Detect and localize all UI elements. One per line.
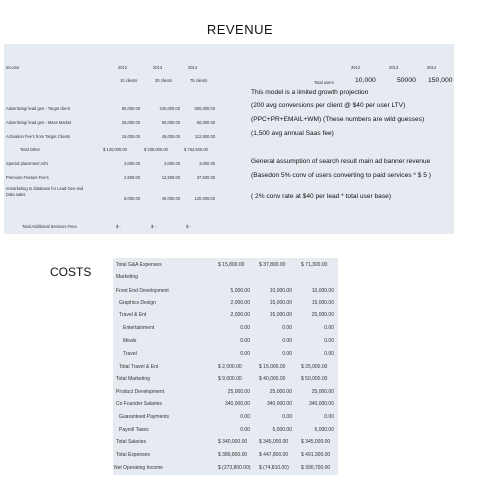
note-growth-projection: This model is a limited growth projection bbox=[251, 89, 369, 96]
revenue-row-label: Special placement Ad's bbox=[6, 161, 49, 166]
revenue-title: REVENUE bbox=[206, 22, 274, 37]
cost-row-label: Product Development bbox=[116, 389, 165, 395]
cost-row-label: Payroll Taxes bbox=[119, 427, 149, 433]
users-year-2012: 2012 bbox=[351, 65, 361, 70]
cost-cell: 0.00 bbox=[240, 325, 250, 331]
cost-cell: $ (74,810.00) bbox=[259, 465, 289, 471]
cost-cell: $ 340,000.00 bbox=[218, 439, 248, 445]
cost-cell: 0.00 bbox=[324, 338, 334, 344]
cost-cell: 25,000.00 bbox=[269, 389, 292, 395]
costs-title: COSTS bbox=[50, 265, 92, 279]
cost-row-label: Guaranteed Payments bbox=[119, 414, 170, 420]
users-year-2014: 2014 bbox=[427, 65, 437, 70]
cost-cell: 15,000.00 bbox=[269, 300, 292, 306]
income-header-label: Income bbox=[6, 65, 20, 70]
cost-cell: $ 491,300.00 bbox=[301, 452, 331, 458]
year-header-2012: 2012 bbox=[118, 65, 128, 70]
cost-row-label: Marketing bbox=[116, 274, 138, 280]
cost-cell: $ 2,000.00 bbox=[218, 364, 242, 370]
revenue-cell: $ 120,000.00 bbox=[103, 147, 127, 152]
revenue-cell: 600,000.00 bbox=[194, 106, 215, 111]
year-header-2014: 2014 bbox=[188, 65, 198, 70]
revenue-cell: $ 762,500.00 bbox=[184, 147, 208, 152]
cost-cell: 5,000.00 bbox=[272, 427, 292, 433]
revenue-cell: $ 335,000.00 bbox=[144, 147, 168, 152]
users-year-2013: 2013 bbox=[389, 65, 399, 70]
revenue-cell: $ - bbox=[151, 224, 156, 229]
cost-cell: 0.00 bbox=[240, 414, 250, 420]
revenue-cell: 120,000.00 bbox=[194, 196, 215, 201]
revenue-cell: 2,500.00 bbox=[124, 175, 140, 180]
cost-row-label: Entertainment bbox=[123, 325, 155, 331]
revenue-cell: 80,000.00 bbox=[121, 106, 140, 111]
users-2012: 10,000 bbox=[355, 77, 376, 84]
cost-row-label: Total Expenses bbox=[116, 452, 150, 458]
revenue-cell: 12,500.00 bbox=[161, 175, 180, 180]
cost-cell: 0.00 bbox=[324, 351, 334, 357]
cost-cell: $ 345,000.00 bbox=[301, 439, 331, 445]
year-header-2013: 2013 bbox=[153, 65, 163, 70]
note-banner-revenue: General assumption of search result main ad banner revenue bbox=[251, 158, 431, 165]
note-conversions: (200 avg conversions per client @ $40 per user LTV) bbox=[251, 102, 406, 109]
cost-row-label: Meals bbox=[123, 338, 137, 344]
cost-cell: 0.00 bbox=[324, 325, 334, 331]
revenue-row-label: Advertising/ lead gen - Mass Market bbox=[6, 120, 72, 125]
revenue-cell: 25,000.00 bbox=[121, 120, 140, 125]
cost-cell: 5,000.00 bbox=[314, 427, 334, 433]
cost-row-label: Total Travel & Ent bbox=[119, 364, 159, 370]
cost-cell: 340,000.00 bbox=[308, 401, 334, 407]
cost-cell: 15,000.00 bbox=[269, 312, 292, 318]
revenue-cell: 8,000.00 bbox=[124, 196, 140, 201]
revenue-row-label: remarketing to database for Lead Gen and bbox=[6, 186, 84, 191]
revenue-cell: 240,000.00 bbox=[159, 106, 180, 111]
cost-cell: $ 15,800.00 bbox=[218, 262, 245, 268]
cost-cell: $ 50,000.00 bbox=[301, 376, 328, 382]
cost-cell: 0.00 bbox=[282, 414, 292, 420]
cost-cell: $ 40,000.00 bbox=[259, 376, 286, 382]
cost-cell: 0.00 bbox=[240, 427, 250, 433]
cost-cell: $ 15,000.00 bbox=[259, 364, 286, 370]
cost-row-label: Total Salaries bbox=[116, 439, 147, 445]
cost-cell: $ 447,800.00 bbox=[259, 452, 289, 458]
revenue-cell: $ - bbox=[116, 224, 121, 229]
cost-cell: 25,000.00 bbox=[311, 389, 334, 395]
revenue-row-label: Premium Feature Fee's bbox=[6, 175, 49, 180]
cost-row-label: Net Operating Income bbox=[114, 465, 163, 471]
cost-row-label: Front End Development bbox=[116, 288, 169, 294]
revenue-row-label: Total Other bbox=[20, 147, 41, 152]
cost-row-label: Co Founder Salaries bbox=[116, 401, 162, 407]
cost-cell: 0.00 bbox=[240, 351, 250, 357]
note-conv-rate: ( 2% conv rate at $40 per lead * total user base) bbox=[251, 193, 392, 200]
revenue-cell: 45,000.00 bbox=[161, 134, 180, 139]
cost-cell: 0.00 bbox=[282, 338, 292, 344]
cost-cell: $ 25,000.00 bbox=[301, 364, 328, 370]
cost-cell: $ 9,000.00 bbox=[218, 376, 242, 382]
cost-cell: $ (273,800.00) bbox=[218, 465, 251, 471]
clients-2014: 75 clients bbox=[190, 78, 208, 83]
users-2013: 50000 bbox=[397, 77, 416, 84]
cost-cell: 340,000.00 bbox=[224, 401, 250, 407]
revenue-cell: 50,000.00 bbox=[161, 120, 180, 125]
revenue-cell: 3,000.00 bbox=[164, 161, 180, 166]
cost-row-label: Graphics Design bbox=[119, 300, 156, 306]
cost-row-label: Travel bbox=[123, 351, 137, 357]
revenue-cell: 15,000.00 bbox=[121, 134, 140, 139]
cost-cell: 25,000.00 bbox=[227, 389, 250, 395]
revenue-cell: $ - bbox=[186, 224, 191, 229]
note-ppc: (PPC+PR+EMAIL+WM) (These numbers are wild guesses) bbox=[251, 116, 425, 123]
cost-cell: $ 37,800.00 bbox=[259, 262, 286, 268]
revenue-cell: 40,000.00 bbox=[161, 196, 180, 201]
revenue-cell: 3,000.00 bbox=[124, 161, 140, 166]
revenue-cell: 112,500.00 bbox=[194, 134, 215, 139]
cost-cell: $ 389,800.00 bbox=[218, 452, 248, 458]
revenue-cell: 3,000.00 bbox=[199, 161, 215, 166]
cost-cell: 340,000.00 bbox=[266, 401, 292, 407]
cost-cell: $ 390,700.00 bbox=[301, 465, 331, 471]
cost-cell: $ 345,000.00 bbox=[259, 439, 289, 445]
cost-cell: 0.00 bbox=[282, 351, 292, 357]
clients-2012: 10 clients bbox=[120, 78, 138, 83]
cost-cell: 10,000.00 bbox=[269, 288, 292, 294]
users-2014: 150,000 bbox=[428, 77, 453, 84]
cost-cell: 15,000.00 bbox=[311, 300, 334, 306]
total-users-label: Total users bbox=[314, 80, 334, 85]
cost-cell: 0.00 bbox=[324, 414, 334, 420]
cost-cell: 10,000.00 bbox=[311, 288, 334, 294]
cost-cell: 0.00 bbox=[282, 325, 292, 331]
cost-cell: 25,000.00 bbox=[311, 312, 334, 318]
note-paid-services: (Basedon 5% conv of users converting to paid services * $ 5 ) bbox=[251, 172, 431, 179]
cost-row-label: Travel & Ent bbox=[119, 312, 147, 318]
revenue-row-label: Activation Fee's from Target Clients bbox=[6, 134, 71, 139]
revenue-cell: 50,000.00 bbox=[196, 120, 215, 125]
cost-row-label: Total Marketing bbox=[116, 376, 150, 382]
cost-cell: 5,000.00 bbox=[230, 288, 250, 294]
clients-2013: 30 clients bbox=[155, 78, 173, 83]
note-saas-fee: (1,500 avg annual Saas fee) bbox=[251, 130, 334, 137]
revenue-row-label-continued: Data sales bbox=[6, 192, 26, 197]
revenue-row-label: Total Additional Services Fees bbox=[22, 224, 77, 229]
cost-cell: 2,000.00 bbox=[230, 300, 250, 306]
cost-cell: $ 71,300.00 bbox=[301, 262, 328, 268]
revenue-sheet-background bbox=[4, 44, 454, 234]
revenue-row-label: Advertising/ lead gen - Target client bbox=[6, 106, 70, 111]
cost-row-label: Total G&A Expenses bbox=[116, 262, 162, 268]
revenue-cell: 37,500.00 bbox=[196, 175, 215, 180]
cost-cell: 2,000.00 bbox=[230, 312, 250, 318]
cost-cell: 0.00 bbox=[240, 338, 250, 344]
